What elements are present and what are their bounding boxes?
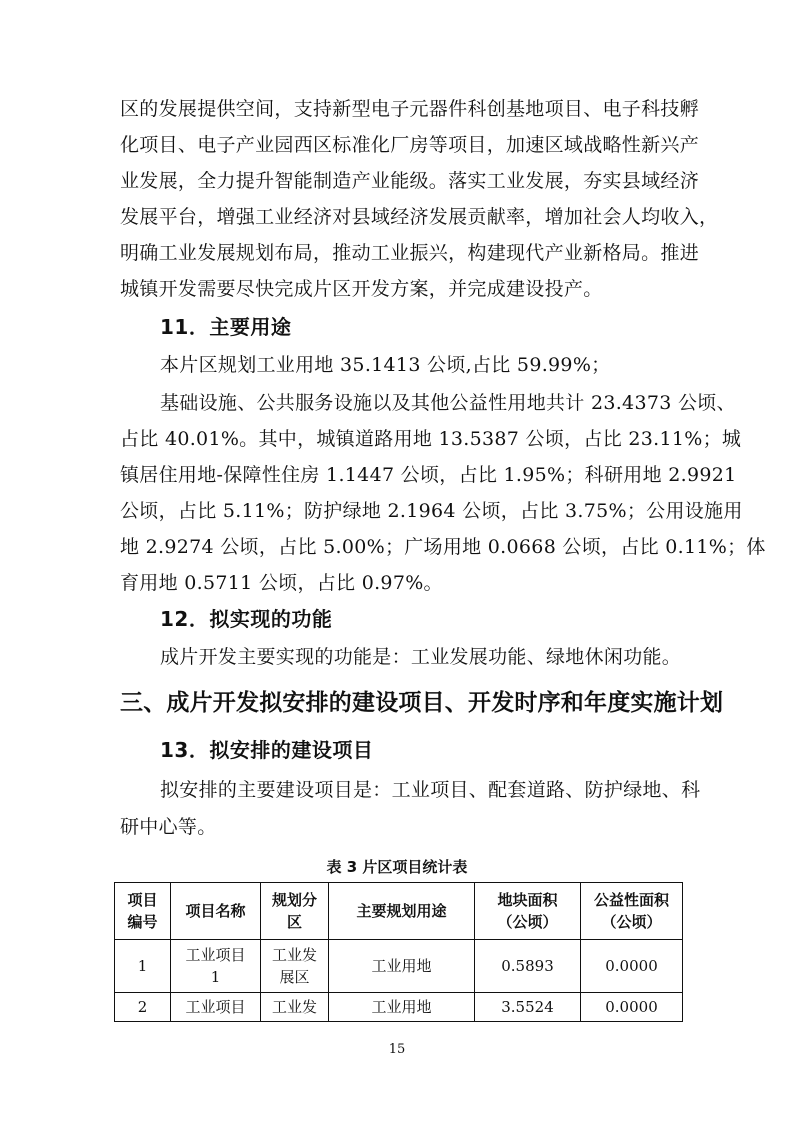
paragraph-line: 公顷，占比 5.11%；防护绿地 2.1964 公顷，占比 3.75%；公用设施用 (120, 500, 743, 522)
paragraph-line: 育用地 0.5711 公顷，占比 0.97%。 (120, 572, 443, 594)
table-header-row (115, 883, 683, 940)
cell-area: 0.5893 (475, 940, 581, 993)
cell-use: 工业用地 (329, 993, 475, 1022)
paragraph-line: 地 2.9274 公顷，占比 5.00%；广场用地 0.0668 公顷，占比 0.11%；体 (120, 536, 766, 558)
header-text: 公益性面积 (593, 891, 669, 909)
header-text: 地块面积 (497, 891, 558, 909)
paragraph-line: 城镇开发需要尽快完成片区开发方案，并完成建设投产。 (120, 278, 603, 300)
header-text: 项目名称 (185, 902, 246, 920)
header-public-area (581, 883, 683, 940)
paragraph-line: 成片开发主要实现的功能是：工业发展功能、绿地休闲功能。 (160, 646, 682, 668)
subsection-heading-12: 12．拟实现的功能 (160, 607, 333, 631)
cell-zone (261, 993, 329, 1022)
cell-name (171, 993, 261, 1022)
cell-text: 工业发 (271, 946, 317, 964)
section-heading-3: 三、成片开发拟安排的建设项目、开发时序和年度实施计划 (120, 690, 724, 716)
cell-use: 工业用地 (329, 940, 475, 993)
cell-text: 1 (210, 968, 221, 986)
table-caption: 表 3 片区项目统计表 (326, 858, 468, 876)
paragraph-line: 明确工业发展规划布局，推动工业振兴，构建现代产业新格局。推进 (120, 242, 700, 264)
cell-id: 2 (115, 993, 171, 1022)
header-text: 区 (286, 913, 302, 931)
header-text: （公顷） (497, 913, 558, 931)
header-planning-zone (261, 883, 329, 940)
cell-area: 3.5524 (475, 993, 581, 1022)
table-row (115, 993, 683, 1022)
cell-public-area: 0.0000 (581, 940, 683, 993)
paragraph-line: 拟安排的主要建设项目是：工业项目、配套道路、防护绿地、科 (160, 779, 701, 801)
table-row (115, 940, 683, 993)
paragraph-line: 化项目、电子产业园西区标准化厂房等项目，加速区域战略性新兴产 (120, 134, 700, 156)
cell-zone (261, 940, 329, 993)
header-text: 项目 (127, 891, 158, 909)
cell-name (171, 940, 261, 993)
header-text: 规划分 (271, 891, 317, 909)
paragraph-line: 发展平台，增强工业经济对县域经济发展贡献率，增加社会人均收入， (120, 206, 719, 228)
cell-text: 展区 (279, 968, 310, 986)
header-text: 编号 (127, 913, 158, 931)
header-project-id (115, 883, 171, 940)
cell-text: 工业项目 (185, 946, 246, 964)
cell-id: 1 (115, 940, 171, 993)
paragraph-line: 基础设施、公共服务设施以及其他公益性用地共计 23.4373 公顷、 (160, 392, 736, 414)
cell-public-area: 0.0000 (581, 993, 683, 1022)
paragraph-line: 业发展，全力提升智能制造产业能级。落实工业发展，夯实县域经济 (120, 170, 700, 192)
paragraph-line: 占比 40.01%。其中，城镇道路用地 13.5387 公顷，占比 23.11%；城 (120, 428, 742, 450)
cell-text: 工业项目 (185, 998, 246, 1016)
header-main-use (329, 883, 475, 940)
subsection-heading-13: 13．拟安排的建设项目 (160, 738, 374, 762)
paragraph-line: 区的发展提供空间，支持新型电子元器件科创基地项目、电子科技孵 (120, 98, 700, 120)
page-number: 15 (388, 1042, 406, 1057)
header-plot-area (475, 883, 581, 940)
cell-text: 工业发 (271, 998, 317, 1016)
paragraph-line: 本片区规划工业用地 35.1413 公顷,占比 59.99%； (160, 354, 611, 376)
header-text: 主要规划用途 (356, 902, 447, 920)
header-text: （公顷） (601, 913, 662, 931)
project-stats-table (114, 882, 683, 1022)
subsection-heading-11: 11．主要用途 (160, 315, 292, 339)
paragraph-line: 镇居住用地-保障性住房 1.1447 公顷，占比 1.95%；科研用地 2.9921 (120, 464, 737, 486)
header-project-name (171, 883, 261, 940)
paragraph-line: 研中心等。 (120, 816, 217, 838)
